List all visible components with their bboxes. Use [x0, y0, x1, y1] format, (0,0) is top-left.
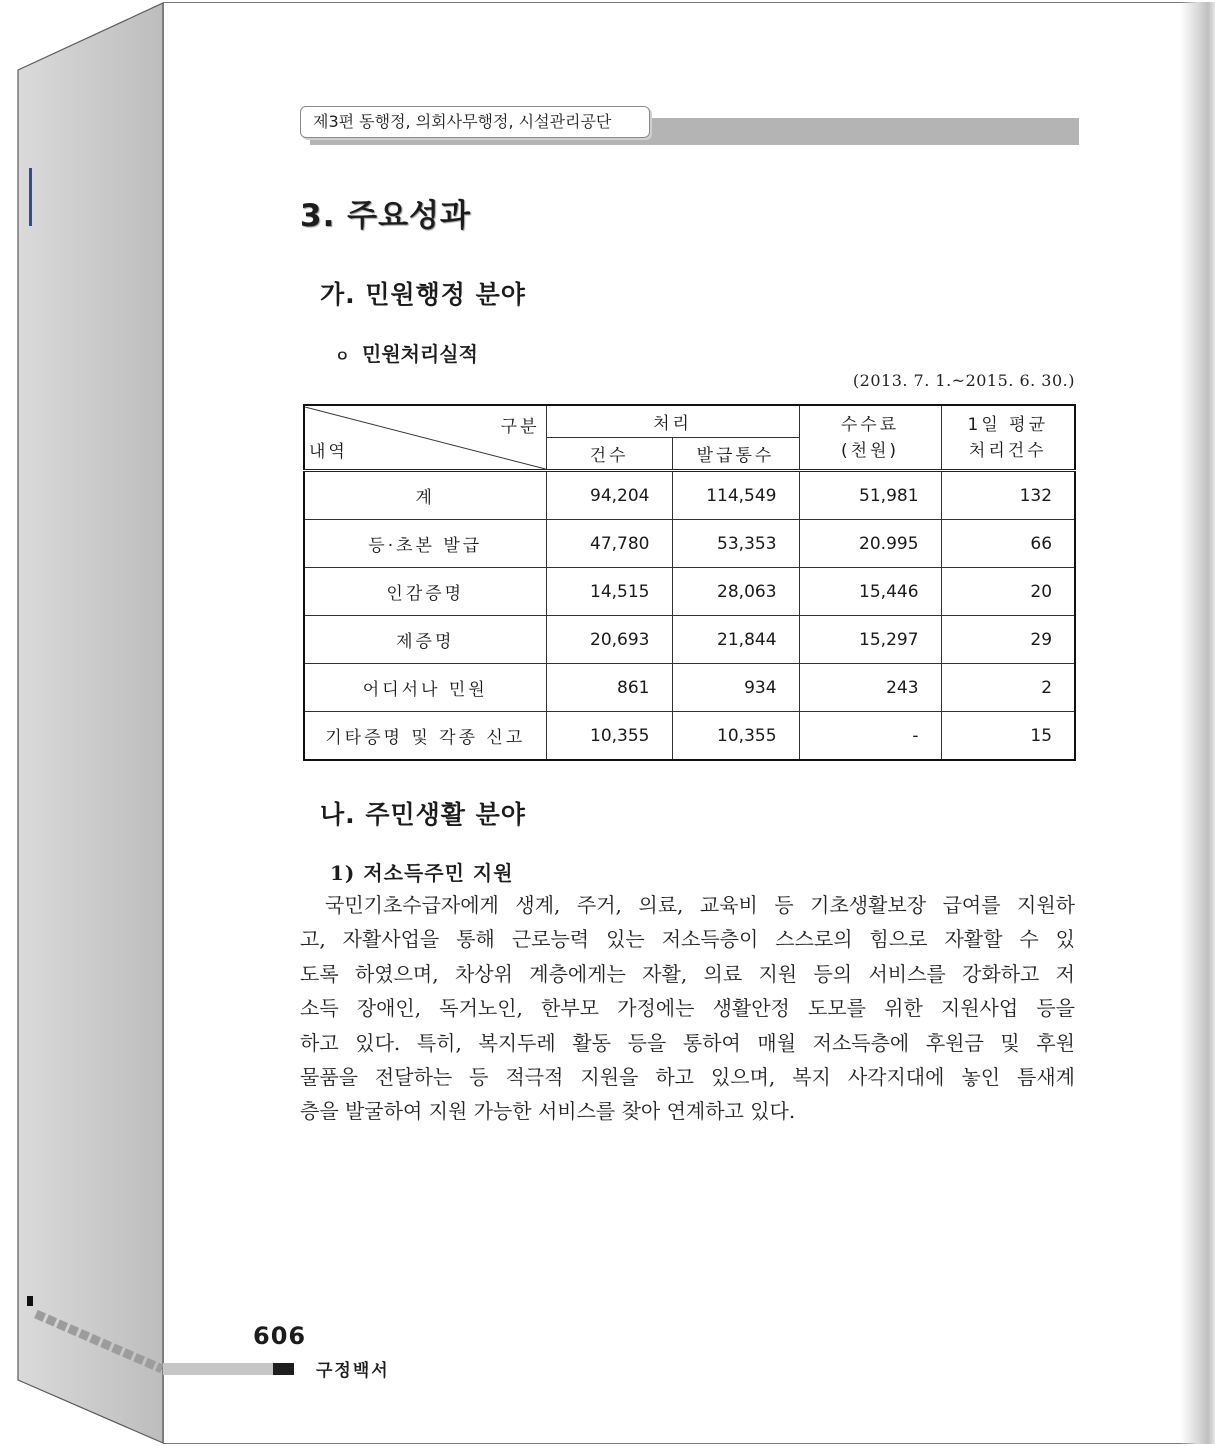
spine-blue-marker [29, 168, 32, 226]
paragraph-line: 물품을 전달하는 등 적극적 지원을 하고 있으며, 복지 사각지대에 놓인 틈새계 [300, 1064, 1075, 1089]
issued-cell: 10,355 [672, 712, 799, 761]
corner-header [305, 407, 546, 469]
spine-black-mark [27, 1296, 33, 1306]
paragraph-line: 소득 장애인, 독거노인, 한부모 가정에는 생활안정 도모를 위한 지원사업 등을 [300, 996, 1075, 1021]
table-row [304, 712, 1075, 761]
issued-cell: 21,844 [672, 616, 799, 664]
footer-mark [273, 1363, 294, 1375]
item-title: 민원처리실적 [362, 342, 478, 366]
table-row [304, 471, 1075, 520]
table-row [304, 520, 1075, 568]
civil-affairs-table [303, 404, 1076, 761]
fee-header-line1: 수수료 [840, 414, 900, 435]
count-cell: 20,693 [546, 616, 672, 664]
paragraph-line: 고, 자활사업을 통해 근로능력 있는 저소득층이 스스로의 힘으로 자활할 수 있 [300, 927, 1075, 952]
table-row [304, 616, 1075, 664]
low-income-support-heading: 1) 저소득주민 지원 [330, 861, 514, 885]
paragraph-line: 도록 하였으며, 차상위 계층에게는 자활, 의료 지원 등의 서비스를 강화하고 저 [300, 961, 1075, 986]
count-cell: 861 [546, 664, 672, 712]
daily-average-cell: 2 [941, 664, 1075, 712]
fee-cell: 243 [799, 664, 941, 712]
spine-face [18, 3, 163, 1443]
count-header: 건수 [546, 438, 672, 471]
count-cell: 10,355 [546, 712, 672, 761]
fee-cell: 15,446 [799, 568, 941, 616]
fee-cell: 15,297 [799, 616, 941, 664]
table-row [304, 664, 1075, 712]
row-label: 기타증명 및 각종 신고 [304, 712, 546, 761]
issued-cell: 114,549 [672, 471, 799, 520]
paragraph-line: 하고 있다. 특히, 복지두레 활동 등을 통하여 매월 저소득층에 후원금 및 후원 [300, 1030, 1075, 1055]
daily-average-cell: 66 [941, 520, 1075, 568]
table-header-row [304, 405, 1075, 438]
issued-header: 발급통수 [672, 438, 799, 471]
section-title: 3. 주요성과 [300, 198, 471, 234]
processing-group-header: 처리 [546, 405, 799, 438]
civil-affairs-title: 가. 민원행정 분야 [320, 280, 526, 309]
row-label: 제증명 [304, 616, 546, 664]
daily-average-header-line1: 1일 평균 [967, 414, 1049, 435]
paragraph-line: 층을 발굴하여 지원 가능한 서비스를 찾아 연계하고 있다. [300, 1099, 796, 1124]
book-title: 구정백서 [316, 1361, 390, 1381]
daily-average-header [941, 405, 1075, 471]
row-label: 등·초본 발급 [304, 520, 546, 568]
count-cell: 47,780 [546, 520, 672, 568]
page-number: 606 [253, 1322, 307, 1350]
part-label: 제3편 동행정, 의회사무행정, 시설관리공단 [300, 106, 650, 138]
book-spine [0, 0, 170, 1446]
fee-cell: 20.995 [799, 520, 941, 568]
page-edge-shadow [1180, 2, 1215, 1444]
daily-average-cell: 29 [941, 616, 1075, 664]
period-note: (2013. 7. 1.~2015. 6. 30.) [852, 371, 1075, 390]
corner-item-label: 내역 [309, 441, 348, 462]
footer-bar [163, 1363, 273, 1375]
fee-header [799, 405, 941, 471]
corner-header-cell [304, 405, 546, 471]
bullet-mark: ㅇ [335, 347, 350, 365]
issued-cell: 934 [672, 664, 799, 712]
issued-cell: 53,353 [672, 520, 799, 568]
count-cell: 14,515 [546, 568, 672, 616]
daily-average-cell: 15 [941, 712, 1075, 761]
corner-category-label: 구분 [500, 416, 540, 437]
fee-header-line2: (천원) [840, 440, 900, 461]
daily-average-cell: 20 [941, 568, 1075, 616]
paragraph-line: 국민기초수급자에게 생계, 주거, 의료, 교육비 등 기초생활보장 급여를 지원하 [325, 893, 1075, 917]
daily-average-cell: 132 [941, 471, 1075, 520]
resident-life-title: 나. 주민생활 분야 [320, 800, 526, 829]
row-label: 인감증명 [304, 568, 546, 616]
count-cell: 94,204 [546, 471, 672, 520]
row-label: 계 [304, 471, 546, 520]
row-label: 어디서나 민원 [304, 664, 546, 712]
daily-average-header-line2: 처리건수 [968, 440, 1047, 461]
table-row [304, 568, 1075, 616]
item-heading [335, 338, 478, 367]
fee-cell: 51,981 [799, 471, 941, 520]
body-paragraph [300, 888, 1075, 1129]
issued-cell: 28,063 [672, 568, 799, 616]
fee-cell: - [799, 712, 941, 761]
